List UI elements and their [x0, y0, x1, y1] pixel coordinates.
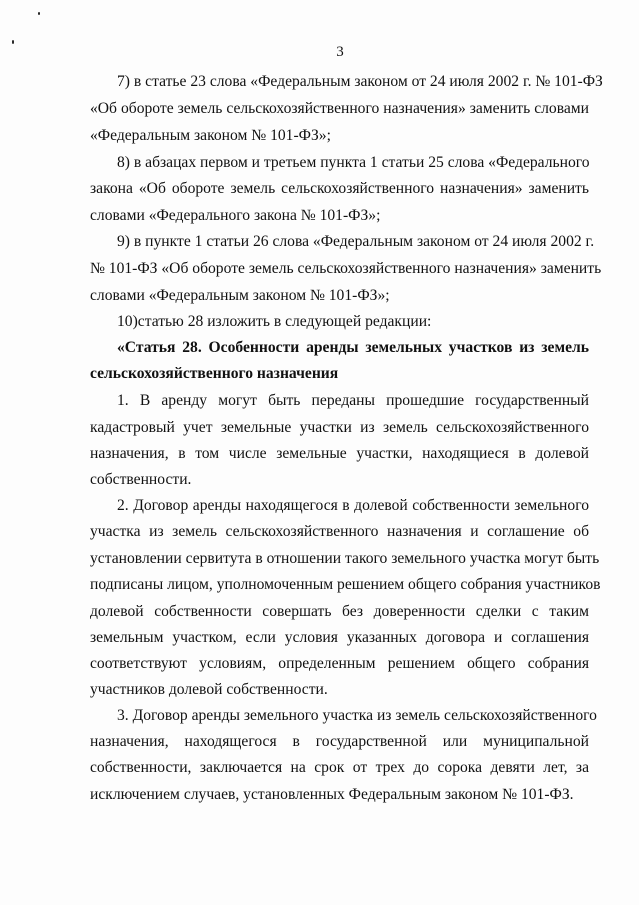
text-line: назначения, в том числе земельные участки, находящиеся в долевой: [90, 445, 589, 462]
text-line: собственности.: [90, 471, 192, 488]
text-line: 1. В аренду могут быть переданы прошедшие государственный: [117, 392, 589, 409]
text-line: словами «Федерального закона № 101-ФЗ»;: [90, 207, 381, 224]
text-line: 8) в абзацах первом и третьем пункта 1 статьи 25 слова «Федерального: [117, 154, 590, 171]
text-line: 10)статью 28 изложить в следующей редакции:: [117, 313, 432, 330]
text-line: 7) в статье 23 слова «Федеральным законом от 24 июля 2002 г. № 101-ФЗ: [117, 73, 603, 90]
text-line: 9) в пункте 1 статьи 26 слова «Федеральным законом от 24 июля 2002 г.: [117, 233, 595, 250]
article-heading: сельскохозяйственного назначения: [90, 365, 339, 382]
text-line: закона «Об обороте земель сельскохозяйственного назначения» заменить: [90, 180, 589, 197]
article-heading: «Статья 28. Особенности аренды земельных участков из земель: [117, 339, 589, 356]
text-line: 2. Договор аренды находящегося в долевой собственности земельного: [117, 497, 589, 514]
text-line: соответствуют условиям, определенным решением общего собрания: [90, 655, 589, 672]
text-line: долевой собственности совершать без доверенности сделки с таким: [90, 603, 589, 620]
text-line: кадастровый учет земельные участки из земель сельскохозяйственного: [90, 419, 589, 436]
text-line: назначения, находящегося в государственной или муниципальной: [90, 733, 589, 750]
text-line: исключением случаев, установленных Федеральным законом № 101-ФЗ.: [90, 786, 574, 803]
text-line: установлении сервитута в отношении такого земельного участка могут быть: [90, 550, 600, 567]
text-line: словами «Федеральным законом № 101-ФЗ»;: [90, 287, 390, 304]
text-line: «Федеральным законом № 101-ФЗ»;: [90, 127, 331, 144]
text-line: подписаны лицом, уполномоченным решением общего собрания участников: [90, 576, 601, 593]
text-line: собственности, заключается на срок от трех до сорока девяти лет, за: [90, 759, 589, 776]
text-line: участка из земель сельскохозяйственного назначения и соглашение об: [90, 523, 589, 540]
text-line: «Об обороте земель сельскохозяйственного назначения» заменить словами: [90, 100, 589, 117]
text-line: 3. Договор аренды земельного участка из земель сельскохозяйственного: [117, 707, 597, 724]
page-number: 3: [336, 44, 344, 60]
scan-speck: [12, 40, 14, 44]
text-line: земельным участком, если условия указанных договора и соглашения: [90, 629, 589, 646]
text-line: № 101-ФЗ «Об обороте земель сельскохозяйственного назначения» заменить: [90, 260, 602, 277]
scan-speck: [38, 12, 40, 15]
text-line: участников долевой собственности.: [90, 681, 328, 698]
